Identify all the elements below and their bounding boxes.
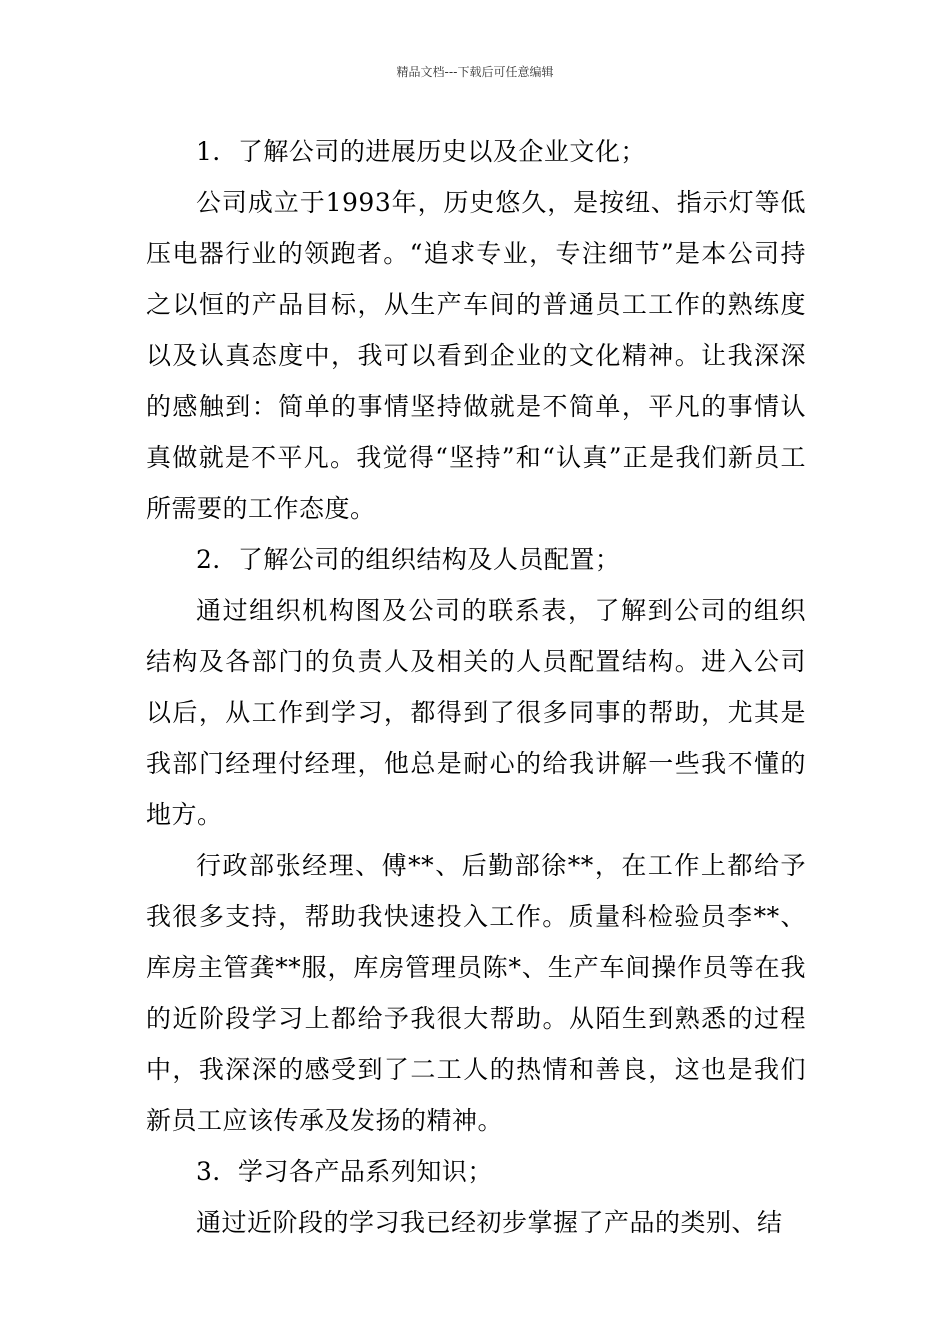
paragraph-colleagues: 行政部张经理、傅**、后勤部徐**，在工作上都给予我很多支持，帮助我快速投入工作。质量科检验员李**、库房主管龚**服，库房管理员陈*、生产车间操作员等在我的近阶段学习上都给予我很大帮助。从陌生到熟悉的过程中，我深深的感受到了二工人的热情和善良，这也是我们新员工应该传承及发扬的精神。 [146,851,806,1135]
section-heading-history: 1．了解公司的进展历史以及企业文化； [196,137,646,166]
paragraph-organization: 通过组织机构图及公司的联系表，了解到公司的组织结构及各部门的负责人及相关的人员配置结构。进入公司以后，从工作到学习，都得到了很多同事的帮助，尤其是我部门经理付经理，他总是耐心的给我讲解一些我不懂的地方。 [146,596,806,829]
paragraph-company-history: 公司成立于1993年，历史悠久，是按纽、指示灯等低压电器行业的领跑者。“追求专业，专注细节”是本公司持之以恒的产品目标，从生产车间的普通员工工作的熟练度以及认真态度中，我可以看到企业的文化精神。让我深深的感触到：简单的事情坚持做就是不简单，平凡的事情认真做就是不平凡。我觉得“坚持”和“认真”正是我们新员工所需要的工作态度。 [146,188,806,523]
document-body [146,126,806,1248]
section-heading-products: 3．学习各产品系列知识； [196,1157,493,1186]
section-heading-organization: 2．了解公司的组织结构及人员配置； [196,545,621,574]
paragraph-products: 通过近阶段的学习我已经初步掌握了产品的类别、结 [196,1208,783,1237]
page-header: 精品文档---下载后可任意编辑 [396,65,554,79]
